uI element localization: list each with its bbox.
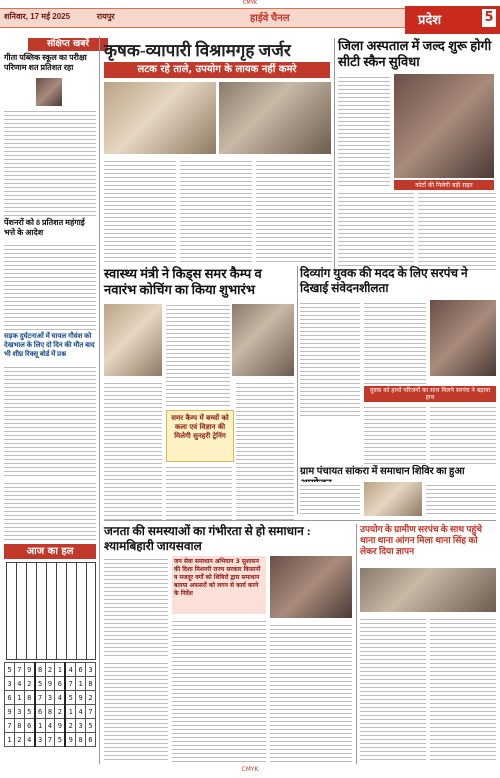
sudoku-cell: 1 — [35, 719, 45, 733]
main-story-body-1 — [104, 158, 176, 262]
sudoku-cell: 9 — [65, 733, 75, 747]
sudoku-cell: 3 — [45, 691, 55, 705]
rest-house-photo-1 — [104, 82, 216, 154]
header-brand: हाईवे चैनल — [250, 13, 290, 24]
sudoku-cell: 4 — [55, 691, 65, 705]
sudoku-cell: 9 — [24, 663, 34, 677]
hospital-story-headline: जिला अस्पताल में जल्द शुरू होगी सीटी स्कैन सुविधा — [338, 38, 492, 69]
health-story-body-3 — [166, 464, 232, 520]
bottom-story-headline: जनता की समस्याओं का गंभीरता से हो समाधान : श्यामबिहारी जायसवाल — [104, 524, 311, 553]
sudoku-cell: 8 — [76, 733, 86, 747]
brief-story3-headline: सड़क दुर्घटनाओं में घायल गौवंश को देखभाल के लिए दो दिन की मौत बाद भी शीघ्र रिक्सू बोर्ड में प्रश्न — [4, 332, 95, 358]
student-photo — [36, 78, 62, 106]
sudoku-cell: 8 — [14, 719, 24, 733]
header-city: रायपुर — [96, 12, 115, 21]
hospital-story-body-2 — [338, 190, 414, 272]
hospital-story-body-1 — [338, 74, 390, 188]
main-story-headline: कृषक-व्यापारी विश्रामगृह जर्जर — [104, 41, 291, 60]
section-title: प्रदेश — [418, 12, 442, 27]
header-date-city — [4, 11, 115, 22]
sudoku-cell: 8 — [86, 677, 96, 691]
sudoku-cell: 7 — [86, 705, 96, 719]
brief-story4-body — [4, 480, 96, 540]
sudoku-row — [5, 733, 96, 747]
sudoku-cell: 7 — [35, 691, 45, 705]
bottom-highlight-box — [172, 556, 266, 614]
sudoku-cell: 8 — [35, 663, 45, 677]
sarpanch-story-body-4 — [430, 404, 496, 464]
crossword-grid — [6, 562, 96, 660]
sudoku-grid — [4, 662, 96, 747]
sudoku-cell: 5 — [86, 719, 96, 733]
sudoku-cell: 6 — [86, 733, 96, 747]
sudoku-cell: 7 — [45, 733, 55, 747]
sudoku-cell: 2 — [55, 705, 65, 719]
sudoku-cell: 2 — [45, 663, 55, 677]
sudoku-cell: 6 — [35, 705, 45, 719]
sudoku-cell: 2 — [14, 733, 24, 747]
main-story-subheadline: लटक रहे ताले, उपयोग के लायक नहीं कमरे — [104, 62, 330, 78]
sudoku-row — [5, 705, 96, 719]
sudoku-cell: 5 — [5, 663, 15, 677]
main-story-body-3 — [256, 158, 332, 262]
brief-story1-body — [4, 108, 96, 216]
sudoku-cell: 7 — [14, 663, 24, 677]
hospital-story-body-3 — [418, 190, 496, 272]
sudoku-cell: 4 — [14, 677, 24, 691]
bottom-right-headline: उपयोग के ग्रामीण सरपंच के साथ पहुंचे थाना थाना आंगन मिला थाना सिंह को लेकर दिया ज्ञापन — [360, 524, 482, 556]
hospital-divider — [334, 38, 335, 274]
sudoku-cell: 2 — [65, 719, 75, 733]
sudoku-cell: 9 — [55, 719, 65, 733]
bottom-right-body-2 — [430, 616, 496, 762]
sudoku-cell: 1 — [65, 705, 75, 719]
brief-story2-body — [4, 242, 96, 330]
rest-house-photo-2 — [219, 82, 331, 154]
health-highlight-box — [166, 410, 234, 462]
health-event-photo-1 — [104, 304, 162, 376]
health-event-photo-2 — [232, 304, 294, 376]
sudoku-cell: 4 — [24, 733, 34, 747]
sudoku-cell: 6 — [76, 663, 86, 677]
hospital-photo-caption: कोर्टो की मिलेगी बड़ी राहत — [394, 180, 494, 190]
column-divider — [99, 36, 100, 764]
health-story-body-4 — [236, 380, 294, 520]
sudoku-cell: 5 — [24, 705, 34, 719]
camp-story-headline: ग्राम पंचायत सांकरा में समाधान शिविर का हुआ — [300, 466, 465, 477]
camp-story-body-2 — [426, 482, 496, 516]
sarpanch-divider — [297, 266, 298, 514]
sudoku-cell: 3 — [86, 663, 96, 677]
bottom-story-body-4 — [270, 622, 352, 762]
sudoku-cell: 1 — [5, 733, 15, 747]
camp-story-body-1 — [300, 482, 360, 516]
sudoku-cell: 3 — [35, 733, 45, 747]
sudoku-table — [4, 662, 96, 747]
sudoku-cell: 5 — [35, 677, 45, 691]
sudoku-cell: 6 — [24, 719, 34, 733]
sudoku-row — [5, 677, 96, 691]
sudoku-cell: 9 — [5, 705, 15, 719]
bottom-story-body-2 — [172, 618, 266, 762]
sudoku-cell: 7 — [65, 677, 75, 691]
sudoku-cell: 4 — [45, 719, 55, 733]
sudoku-cell: 3 — [76, 719, 86, 733]
sudoku-cell: 1 — [55, 663, 65, 677]
sudoku-row — [5, 691, 96, 705]
sudoku-cell: 5 — [65, 691, 75, 705]
health-story-headline: स्वास्थ्य मंत्री ने किड्स समर कैम्प व नवारंभ कोचिंग का किया शुभारंभ — [104, 266, 262, 297]
top-brand: CMYK — [0, 0, 500, 6]
health-story-body-1 — [166, 302, 230, 406]
brief-story3-body — [4, 364, 96, 476]
sarpanch-story-headline: दिव्यांग युवक की मदद के लिए सरपंच ने दिखाई संवेदनशीलता — [300, 266, 468, 295]
sudoku-cell: 8 — [45, 705, 55, 719]
sarpanch-story-body-1 — [300, 300, 360, 416]
sudoku-cell: 5 — [55, 733, 65, 747]
sudoku-cell: 6 — [5, 691, 15, 705]
puzzle-title: आज का हल — [4, 544, 96, 559]
health-story-body-2 — [104, 380, 162, 520]
sarpanch-photo — [430, 300, 496, 376]
health-highlight-text: समर कैम्प में बच्चों को कला एवं विज्ञान की मिलेगी सुनहरी ट्रेनिंग — [171, 414, 229, 440]
camp-photo — [364, 482, 422, 516]
sudoku-cell: 4 — [76, 705, 86, 719]
sudoku-cell: 1 — [14, 691, 24, 705]
sudoku-cell: 9 — [76, 691, 86, 705]
brief-story1-headline: गीता पब्लिक स्कूल का परीक्षा परिणाम शत प्रतिशत रहा — [4, 53, 87, 72]
bottom-right-photo — [360, 568, 496, 612]
sudoku-cell: 4 — [65, 663, 75, 677]
bottom-right-divider — [356, 524, 357, 764]
sudoku-cell: 3 — [5, 677, 15, 691]
sudoku-cell: 2 — [86, 691, 96, 705]
sarpanch-story-body-2 — [364, 300, 426, 384]
bottom-brand: CMYK — [0, 766, 500, 778]
sudoku-row — [5, 719, 96, 733]
header-date: शनिवार, 17 मई 2025 — [4, 12, 71, 21]
sudoku-cell: 6 — [55, 677, 65, 691]
sudoku-row — [5, 663, 96, 677]
bottom-highlight-text: जन सेवा समाधान अभियान 3 सुशासन की दिशा मिशनरी राज्य सरकार किसानों व मजदूर वर्गों को शिविरों द्वारा समाधान बताया अफसरों को लगन से कार्य करने के निर्देश — [174, 558, 261, 597]
sarpanch-story-body-3 — [364, 404, 426, 464]
sudoku-cell: 3 — [14, 705, 24, 719]
brief-story2-headline: पेंशनरों को 8 प्रतिशत महंगाई भत्ते के आदेश — [4, 218, 85, 237]
sudoku-cell: 7 — [5, 719, 15, 733]
hospital-photo — [394, 74, 494, 178]
bottom-section-divider — [104, 520, 496, 521]
brief-news-label: संक्षिप्त खबरें — [28, 38, 108, 51]
sudoku-cell: 1 — [76, 677, 86, 691]
page-number: 5 — [482, 9, 496, 27]
sudoku-cell: 8 — [24, 691, 34, 705]
bottom-story-body-3 — [104, 660, 168, 762]
bottom-story-body-1 — [104, 556, 168, 656]
bottom-right-body-1 — [360, 616, 426, 762]
sudoku-cell: 9 — [45, 677, 55, 691]
sarpanch-photo-caption: युवक को हाथों परिजनों का साथ मिलने सरपंच ने बढ़ाया हाथ — [364, 386, 496, 402]
sudoku-cell: 2 — [24, 677, 34, 691]
minister-photo — [270, 556, 352, 618]
main-story-body-2 — [180, 158, 252, 262]
